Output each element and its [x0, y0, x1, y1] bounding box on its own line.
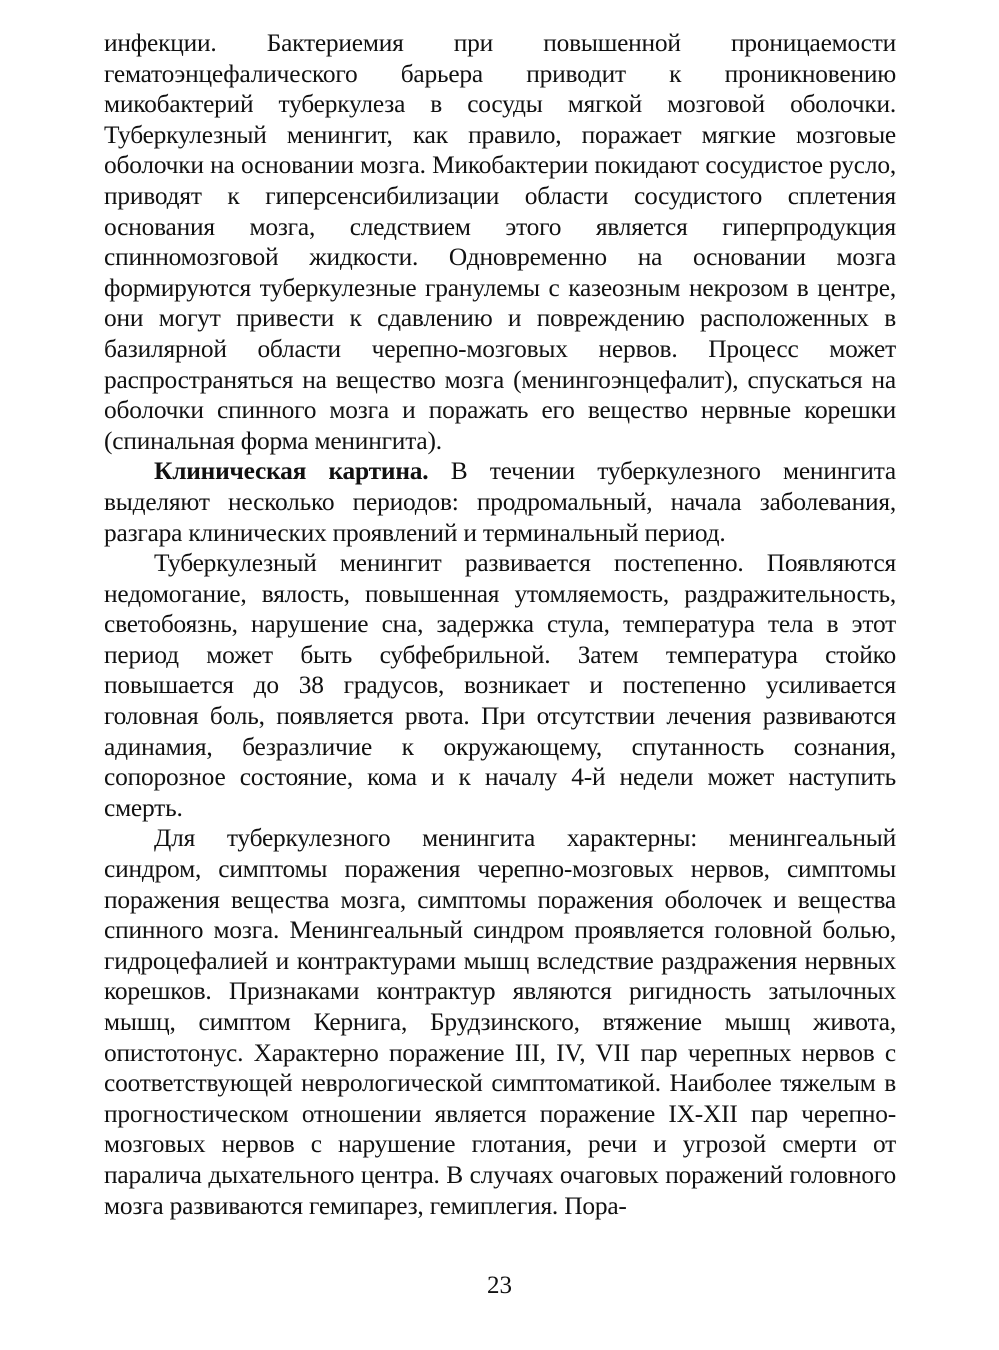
paragraph-pathogenesis — [104, 28, 896, 456]
paragraph-text: Для туберкулезного менингита характерны: менингеальный синдром, симптомы поражения черепно-мозговых нервов, симптомы поражения вещества мозга, симптомы поражения оболочек и вещества спинного мозга. Менингеальный синдром проявляется головной болью, гидроцефалией и контрактурами мышц вследствие раздражения нервных корешков. Признаками контрактур являются ригидность затылочных мышц, симптом Кернига, Брудзинского, втяжение мышц живота, опистотонус. Характерно поражение III, IV, VII пар черепных нервов с соответствующей неврологической симптоматикой. Наиболее тяжелым в прогностическом отношении является поражение IX-XII пар черепно-мозговых нервов с нарушение глотания, речи и угрозой смерти от паралича дыхательного центра. В случаях очаговых поражений головного мозга развиваются гемипарез, гемиплегия. Пора- — [104, 824, 896, 1220]
paragraph-onset — [104, 548, 896, 823]
paragraph-text: В течении туберкулезного менингита выделяют несколько периодов: продромальный, начала заболевания, разгара клинических проявлений и терминальный период. — [104, 457, 896, 547]
paragraph-text: инфекции. Бактериемия при повышенной проницаемости гематоэнцефалического барьера приводит к проникновению микобактерий туберкулеза в сосуды мягкой мозговой оболочки. Туберкулезный менингит, как правило, поражает мягкие мозговые оболочки на основании мозга. Микобактерии покидают сосудистое русло, приводят к гиперсенсибилизации области сосудистого сплетения основания мозга, следствием этого является гиперпродукция спинномозговой жидкости. Одновременно на основании мозга формируются туберкулезные гранулемы с казеозным некрозом в центре, они могут привести к сдавлению и повреждению расположенных в базилярной области черепно-мозговых нервов. Процесс может распространяться на вещество мозга (менингоэнцефалит), спускаться на оболочки спинного мозга и поражать его вещество нервные корешки (спинальная форма менингита). — [104, 29, 896, 455]
page-number: 23 — [487, 1272, 512, 1299]
section-lead-heading: Клиническая картина. — [154, 457, 429, 486]
body-text — [104, 28, 896, 1221]
paragraph-symptoms — [104, 823, 896, 1221]
paragraph-text: Туберкулезный менингит развивается постепенно. Появляются недомогание, вялость, повышенная утомляемость, раздражительность, светобоязнь, нарушение сна, задержка стула, температура тела в этот период может быть субфебрильной. Затем температура стойко повышается до 38 градусов, возникает и постепенно усиливается головная боль, появляется рвота. При отсутствии лечения развиваются адинамия, безразличие к окружающему, спутанность сознания, сопорозное состояние, кома и к началу 4-й недели может наступить смерть. — [104, 549, 896, 822]
paragraph-clinical-picture — [104, 456, 896, 548]
